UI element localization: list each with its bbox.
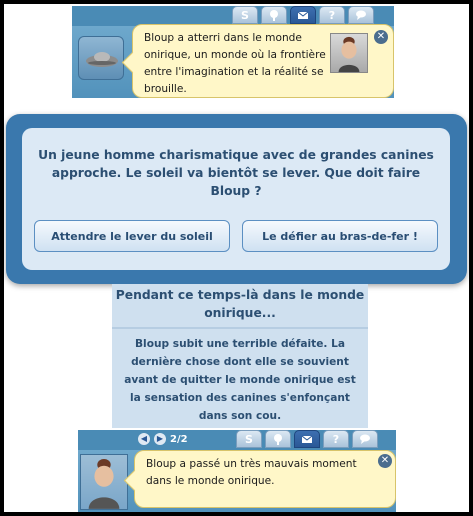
bottom-tab-tree-icon[interactable] bbox=[265, 430, 291, 448]
top-notification-text: Bloup a atterri dans le monde onirique, un monde où la frontière entre l'imagination et la réalité se brouille. bbox=[144, 32, 326, 95]
top-close-icon[interactable]: ✕ bbox=[374, 30, 388, 44]
spaceship-thumbnail bbox=[78, 36, 124, 80]
option-arm-wrestle-button[interactable]: Le défier au bras-de-fer ! bbox=[242, 220, 438, 252]
tab-sims-icon[interactable]: S bbox=[232, 6, 258, 24]
dialog-question: Un jeune homme charismatique avec de grandes canines approche. Le soleil va bientôt se lever. Que doit faire Bloup ? bbox=[38, 148, 434, 198]
result-title: Pendant ce temps-là dans le monde onirique... bbox=[115, 288, 365, 320]
tab-help-icon[interactable]: ? bbox=[319, 6, 345, 24]
result-divider bbox=[112, 327, 368, 329]
sim-face-icon bbox=[331, 34, 367, 72]
pager-count: 2/2 bbox=[170, 433, 188, 445]
prev-arrow-icon[interactable]: ◀ bbox=[138, 433, 150, 445]
tab-mail-icon[interactable] bbox=[290, 6, 316, 24]
bottom-tab-mail-icon[interactable] bbox=[294, 430, 320, 448]
bottom-tab-help-icon[interactable]: ? bbox=[323, 430, 349, 448]
option-wait-sunrise-button[interactable]: Attendre le lever du soleil bbox=[34, 220, 230, 252]
top-notification-tabs bbox=[232, 6, 374, 26]
bottom-sim-portrait bbox=[80, 454, 128, 510]
sim-portrait bbox=[330, 33, 368, 73]
bottom-notification-tabs bbox=[236, 430, 378, 448]
bottom-tab-speech-icon[interactable] bbox=[352, 430, 378, 448]
bottom-notification-text: Bloup a passé un très mauvais moment dans le monde onirique. bbox=[146, 458, 357, 487]
notification-pager bbox=[138, 432, 188, 446]
next-arrow-icon[interactable]: ▶ bbox=[154, 433, 166, 445]
sim-face-icon bbox=[81, 455, 127, 509]
result-body: Bloup subit une terrible défaite. La dernière chose dont elle se souvient avant de quitter le monde onirique est la sensation des canines s'enfonçant dans son cou. bbox=[124, 338, 356, 422]
spaceship-icon bbox=[79, 37, 125, 81]
tab-tree-icon[interactable] bbox=[261, 6, 287, 24]
bottom-close-icon[interactable]: ✕ bbox=[378, 454, 392, 468]
bottom-tab-sims-icon[interactable]: S bbox=[236, 430, 262, 448]
tab-speech-icon[interactable] bbox=[348, 6, 374, 24]
